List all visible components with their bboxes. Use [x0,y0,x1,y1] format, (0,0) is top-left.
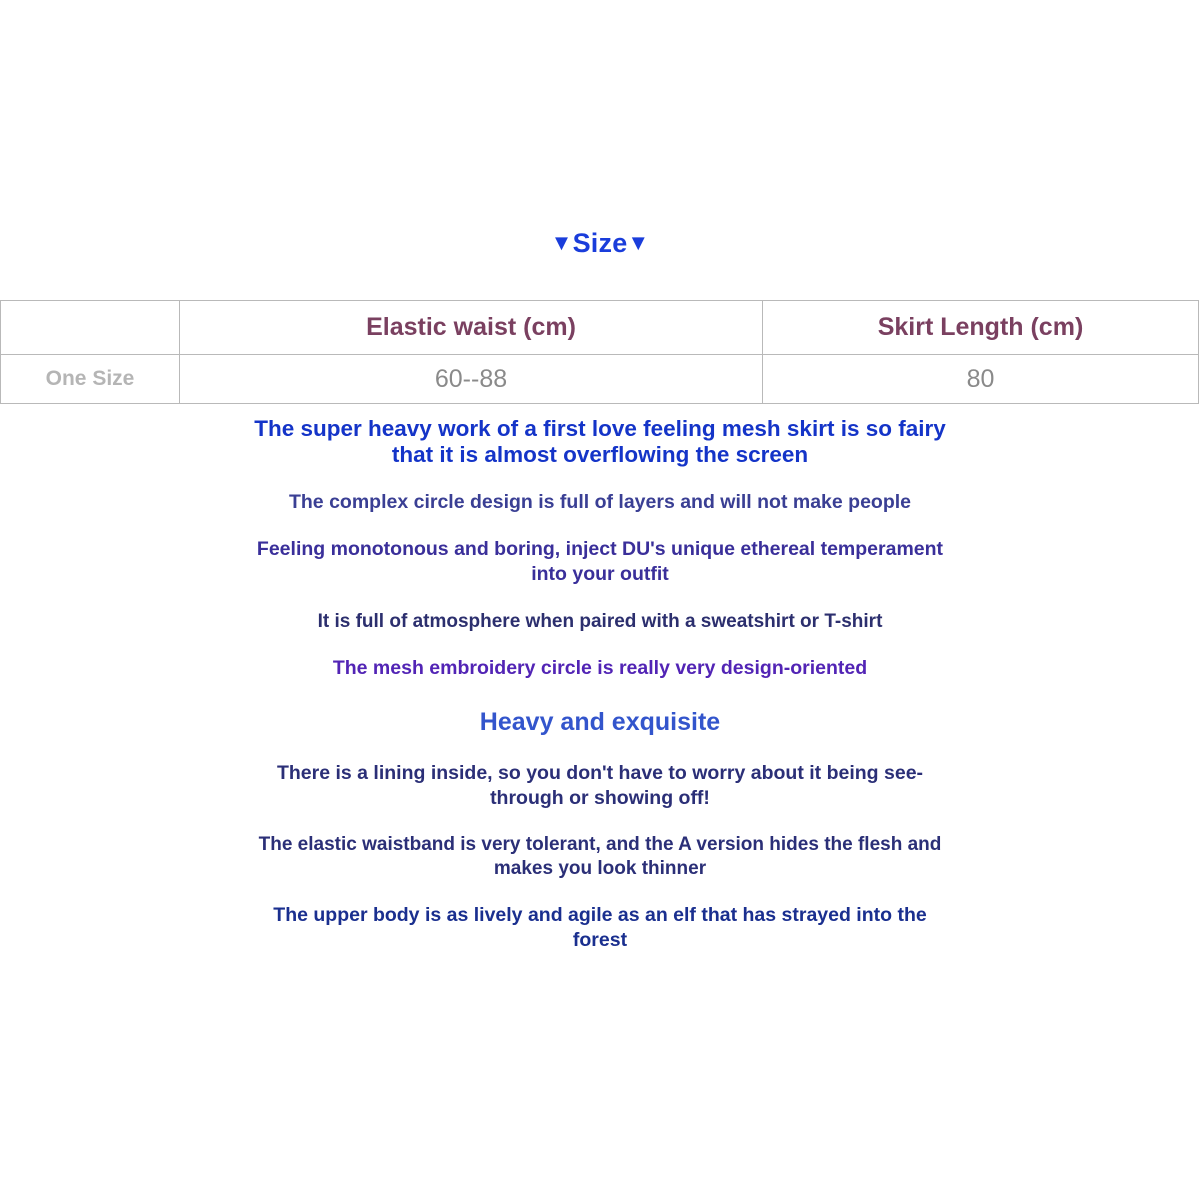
description-subheading: Heavy and exquisite [479,708,721,736]
description-line-2: The complex circle design is full of layers and will not make people [288,491,911,513]
table-cell-skirt-length: 80 [763,355,1199,404]
description-line-8: The elastic waistband is very tolerant, and the A version hides the flesh and makes you look thinner [258,834,942,879]
triangle-right-icon: ▼ [627,230,650,255]
table-header-elastic-waist: Elastic waist (cm) [180,301,763,355]
table-cell-elastic-waist: 60--88 [180,355,763,404]
description-line-7: There is a lining inside, so you don't have to worry about it being see-through or showing off! [276,762,924,809]
triangle-left-icon: ▼ [550,230,573,255]
description-block [250,408,950,953]
size-chart-table [0,300,1199,404]
table-row [1,355,1199,404]
description-line-5: The mesh embroidery circle is really very design-oriented [332,657,868,679]
description-line-4: It is full of atmosphere when paired with a sweatshirt or T-shirt [317,611,883,632]
table-cell-size-label: One Size [1,355,180,404]
description-line-9: The upper body is as lively and agile as an elf that has strayed into the forest [273,904,927,951]
table-header-row [1,301,1199,355]
description-line-1: The super heavy work of a first love feeling mesh skirt is so fairy that it is almost overflowing the screen [254,416,946,467]
table-header-blank [1,301,180,355]
size-section-heading [0,228,1200,259]
table-header-skirt-length: Skirt Length (cm) [763,301,1199,355]
description-line-3: Feeling monotonous and boring, inject DU's unique ethereal temperament into your outfit [256,538,944,585]
size-heading-label: Size [572,228,628,258]
